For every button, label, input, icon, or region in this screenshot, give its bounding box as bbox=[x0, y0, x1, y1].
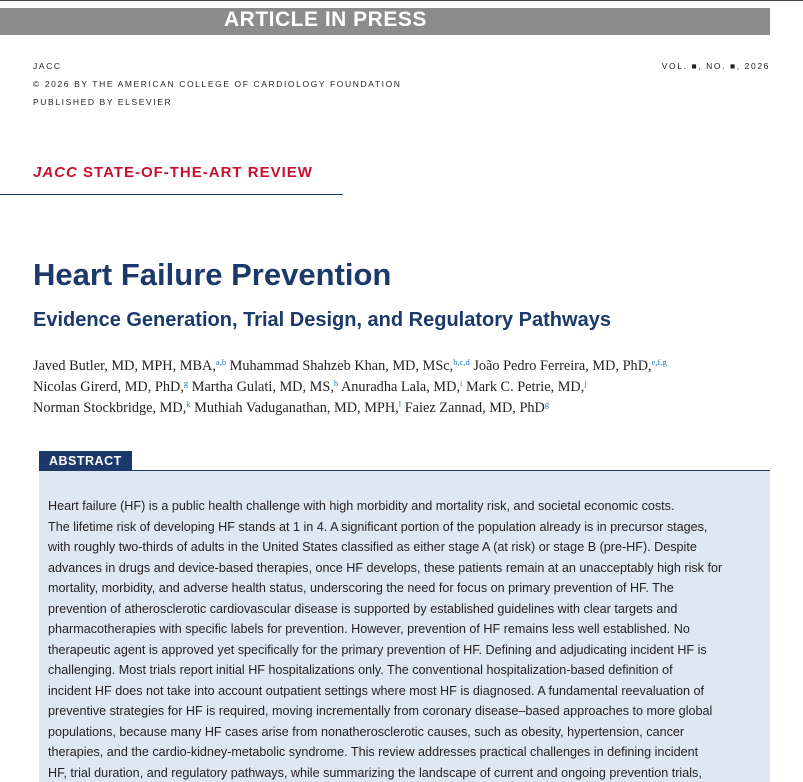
affiliation-link[interactable]: l bbox=[398, 399, 402, 409]
abstract-line: challenging. Most trials report initial HF hospitalizations only. The conventional hospitalization-based definition of bbox=[48, 663, 673, 677]
abstract-line: mortality, morbidity, and adverse health status, underscoring the need for focus on primary prevention of HF. The bbox=[48, 581, 674, 595]
journal-name: JACC bbox=[33, 61, 62, 71]
author-name: Muhammad Shahzeb Khan, MD, MSc, bbox=[226, 358, 454, 374]
author-name: Nicolas Girerd, MD, PhD, bbox=[33, 379, 184, 395]
section-label-journal: JACC bbox=[33, 164, 78, 181]
author-name: Anuradha Lala, MD, bbox=[338, 379, 461, 395]
author-name: Javed Butler, MD, MPH, MBA, bbox=[33, 358, 216, 374]
author-line bbox=[33, 377, 793, 398]
abstract-line: therapeutic agent is approved yet specifically for the primary prevention of HF. Defining and adjudicating incident HF is bbox=[48, 642, 707, 657]
author-list bbox=[33, 356, 793, 419]
affiliation-link[interactable]: h bbox=[333, 378, 339, 388]
abstract-heading: ABSTRACT bbox=[39, 451, 132, 471]
abstract-line: incident HF does not take into account outpatient settings where most HF is diagnosed. A fundamental reevaluation of bbox=[48, 683, 704, 698]
affiliation-link[interactable]: b,c,d bbox=[453, 357, 470, 367]
copyright-line: © 2026 BY THE AMERICAN COLLEGE OF CARDIOLOGY FOUNDATION bbox=[33, 79, 402, 89]
author-name: Martha Gulati, MD, MS, bbox=[188, 379, 334, 395]
abstract-line: prevention of atherosclerotic cardiovascular disease is supported by established guidelines with clear targets and bbox=[48, 601, 678, 616]
publisher-line: PUBLISHED BY ELSEVIER bbox=[33, 97, 173, 107]
article-title: Heart Failure Prevention bbox=[33, 257, 392, 292]
author-name: Mark C. Petrie, MD, bbox=[462, 379, 585, 395]
author-line bbox=[33, 356, 793, 377]
affiliation-link[interactable]: a,b bbox=[215, 357, 227, 367]
abstract-rule bbox=[39, 470, 770, 471]
author-line bbox=[33, 398, 793, 419]
abstract-text bbox=[48, 496, 770, 782]
abstract-line: Heart failure (HF) is a public health challenge with high morbidity and mortality risk, and societal economic costs. bbox=[48, 499, 675, 513]
abstract-line: preventive strategies for HF is required, moving incrementally from coronary disease–based approaches to more global bbox=[48, 704, 713, 718]
section-divider bbox=[0, 194, 343, 195]
abstract-line: therapies, and the cardio-kidney-metabolic syndrome. This review addresses practical challenges in defining incident bbox=[48, 745, 699, 759]
author-name: João Pedro Ferreira, MD, PhD, bbox=[469, 358, 652, 374]
affiliation-link[interactable]: i bbox=[460, 378, 463, 388]
affiliation-link[interactable]: k bbox=[186, 399, 191, 409]
top-rule bbox=[0, 0, 803, 1]
section-label bbox=[33, 164, 313, 181]
section-label-type: STATE-OF-THE-ART REVIEW bbox=[77, 164, 313, 181]
abstract-line: pharmacotherapies with specific labels for prevention. However, prevention of HF remains less well established. No bbox=[48, 622, 690, 636]
author-name: Norman Stockbridge, MD, bbox=[33, 400, 187, 416]
abstract-line: advances in drugs and device-based therapies, once HF develops, these patients remain at an unacceptably high risk for bbox=[48, 560, 723, 575]
author-name: Muthiah Vaduganathan, MD, MPH, bbox=[190, 400, 399, 416]
article-subtitle: Evidence Generation, Trial Design, and Regulatory Pathways bbox=[33, 309, 611, 331]
author-name: Faiez Zannad, MD, PhD bbox=[401, 400, 545, 416]
volume-info: VOL. ■, NO. ■, 2026 bbox=[661, 61, 770, 71]
abstract-line: with roughly two-thirds of adults in the United States classified as either stage A (at risk) or stage B (pre-HF). Despite bbox=[48, 540, 697, 554]
affiliation-link[interactable]: g bbox=[544, 399, 550, 409]
abstract-line: The lifetime risk of developing HF stands at 1 in 4. A significant portion of the population already is in precursor stages, bbox=[48, 519, 708, 534]
affiliation-link[interactable]: e,f,g bbox=[651, 357, 667, 367]
affiliation-link[interactable]: g bbox=[183, 378, 189, 388]
abstract-line: populations, because many HF cases arise from nonatherosclerotic causes, such as obesity, hypertension, cancer bbox=[48, 724, 685, 739]
affiliation-link[interactable]: j bbox=[584, 378, 587, 388]
abstract-line: HF, trial duration, and regulatory pathways, while summarizing the landscape of current and ongoing prevention trials, bbox=[48, 765, 702, 780]
article-in-press-text: ARTICLE IN PRESS bbox=[224, 8, 427, 31]
